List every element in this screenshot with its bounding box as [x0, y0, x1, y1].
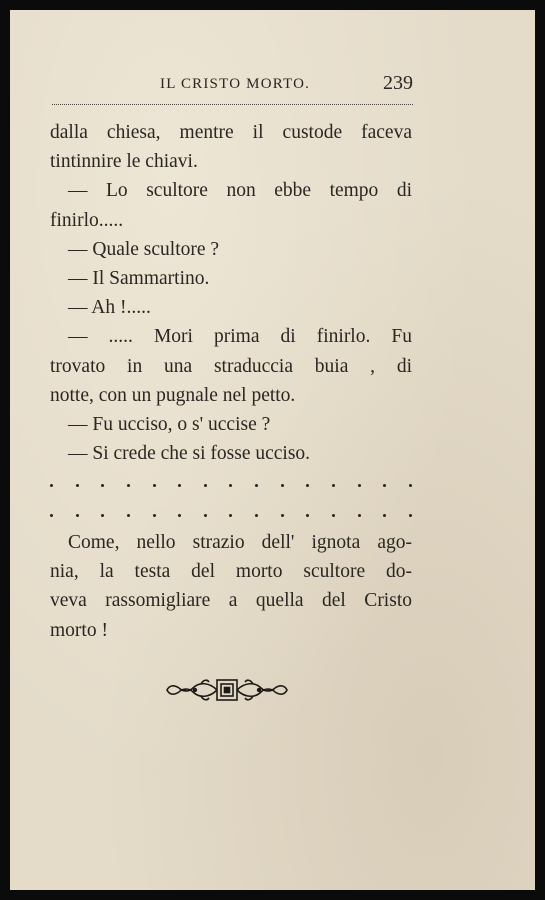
dialogue-line: — ..... Mori prima di finirlo. Fu	[68, 326, 412, 348]
text-line: Come, nello strazio dell' ignota ago-	[68, 532, 412, 553]
text-line: finirlo.....	[50, 209, 124, 231]
ellipsis-row	[50, 514, 412, 517]
dialogue-line: — Quale scultore ?	[68, 238, 220, 260]
page-header	[52, 72, 413, 98]
dialogue-line: — Si crede che si fosse ucciso.	[68, 443, 311, 465]
text-line: tintinnire le chiavi.	[50, 151, 198, 173]
text-line: nia, la testa del morto scultore do-	[50, 561, 412, 583]
body-text	[50, 118, 412, 468]
text-line: veva rassomigliare a quella del Cristo	[50, 590, 412, 612]
page-number: 239	[383, 72, 413, 94]
text-line: dalla chiesa, mentre il custode faceva	[50, 122, 412, 143]
tailpiece-ornament-icon	[165, 676, 289, 704]
ellipsis-row	[50, 484, 412, 487]
dialogue-line: — Lo scultore non ebbe tempo di	[68, 180, 412, 202]
text-line: morto !	[50, 619, 108, 641]
dialogue-line: — Fu ucciso, o s' uccise ?	[68, 413, 271, 435]
text-line: notte, con un pugnale nel petto.	[50, 384, 296, 406]
closing-paragraph	[50, 528, 412, 645]
header-rule	[52, 104, 413, 105]
dialogue-line: — Il Sammartino.	[68, 267, 210, 289]
running-title: IL CRISTO MORTO.	[160, 76, 311, 92]
book-page	[10, 10, 535, 890]
dialogue-line: — Ah !.....	[68, 297, 151, 319]
text-line: trovato in una straduccia buia , di	[50, 355, 412, 377]
